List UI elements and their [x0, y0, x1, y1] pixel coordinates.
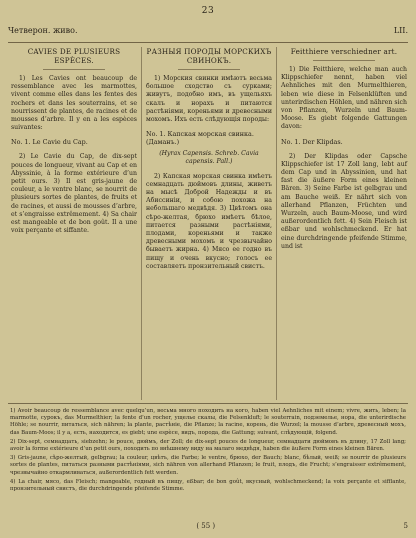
page-bottom-right: 5 — [403, 522, 408, 530]
french-item1-title: No. 1. Le Cavie du Cap. — [11, 138, 88, 147]
russian-item1-title: No. 1. Капская морская свинка. (Даманъ.) — [146, 130, 254, 147]
german-item1-title: No. 1. Der Klipdas. — [281, 137, 343, 146]
german-column-title: Feitthiere verschiedner art. — [290, 47, 398, 56]
german-intro: 1) Die Feitthiere, welche man auch Klippschiefer nennt, haben viel Aehnliches mit den Murmelthieren, leben wie diese in Felsenklüften und unterirdischen Höhlen, und nähren sich von Pflanzen, Wurzeln und Baum-Moose. Es giebt folgende Gattungen davon: — [281, 66, 407, 131]
page-footer — [8, 522, 408, 530]
german-title-divider — [313, 60, 375, 61]
column-separator-left — [141, 47, 142, 400]
german-column — [278, 47, 410, 400]
column-separator-right — [276, 47, 277, 400]
french-item1-text: 2) Le Cavie du Cap, de dix-sept pouces de longueur, vivant au Cap et en Abyssinie, à la forme extérieure d’un petit ours. 3) Il est gris-jaune de couleur, a le ventre blanc, se nourrit de plusieurs sortes de plantes, de fruits et de racines, et aussi de mousses d’arbre, et s’engraisse extrêmement. 4) Sa chair est mangeable et de bon goût. Il a une voix perçante et siffante. — [11, 153, 137, 235]
footnote-3: 3) Gris-jaune, сѣро-желтый, gelbgrau; la couleur, цвѣтъ, die Farbe; le ventre, брюхо, der Bauch; blanc, бѣлый, weiß; se nourrir de plusieurs sortes de plantes, питаться разными растѣніями, sich nähren von allerhand Pflanzen; le fruit, плодъ, die Frucht; s’engraisser extrêmement, чрезвычайно откармливаться, außerordentlich fett werden. — [10, 455, 406, 476]
french-intro: 1) Les Cavies ont beaucoup de ressemblance avec les marmottes, vivent comme elles dans les fentes des rochers et dans les souterrains, et se nourrissent de plantes, de racines et de mousses d’arbre. Il y en a les espèces suivantes: — [11, 75, 137, 132]
footnote-2: 2) Dix-sept, семнадцать, siebzehn; le pouce, дюймъ, der Zoll; de dix-sept pouces de longueur, семнадцати дюймовъ въ длину, 17 Zoll lang; avoir la forme extérieure d’un petit ours, походить по внѣшнему виду на малаго медвѣдя, haben die äußere Form eines kleinen Bären. — [10, 438, 406, 453]
header-left-title: Четверон. живо. — [8, 26, 78, 35]
russian-title-divider — [178, 69, 240, 70]
russian-column — [143, 47, 275, 400]
russian-intro: 1) Морския свинки имѣютъ весьма большое сходство съ сурками; живутъ, подобно имъ, въ ущельяхъ скалъ и норахъ и питаются растѣніями, кореньями и древесными мохомъ. Ихъ есть слѣдующія породы: — [146, 75, 272, 124]
page-top-number: 23 — [201, 6, 215, 16]
footnotes — [10, 408, 406, 520]
french-column — [8, 47, 140, 400]
page-bottom-center: ( 55 ) — [196, 522, 216, 530]
russian-column-title: РАЗНЫЯ ПОРОДЫ МОРСКИХЪ СВИНОКЪ. — [146, 47, 272, 65]
header-rule — [8, 42, 408, 43]
russian-item1-text: 2) Капская морская свинка имѣетъ семнадцать дюймовъ длины, живетъ на мысѣ Доброй Надежды и въ Абиссиніи, и собою похожа на небольшаго медвѣдя. 3) Цвѣтомъ она сѣро-желтая, брюхо имѣетъ бѣлое, питается разными растѣніями, плодами, кореньями и также древесными мохомъ и чрезвычайно бываетъ жирна. 4) Мясо ее годно въ пищу и очень вкусно; голосъ ее составляетъ пронзительный свистъ. — [146, 172, 272, 270]
three-column-body — [8, 47, 408, 400]
header-right-title: LII. — [393, 26, 408, 35]
footnote-1: 1) Avoir beaucoup de ressemblance avec quelqu’un, весьма много походить на кого, haben viel Aehnliches mit einem; vivre, жить, leben; la marmotte, сурокъ, das Murmelthier; la fente d’un rocher, ущелье скалы, die Felsenkluft; le souterrain, подземелье, нора, die unterirdische Höhle; se nourrir, питаться, sich nähren; la plante, растѣніе, die Pflanze; la racine, корень, die Wurzel; la mousse d’arbre, древесный мохъ, das Baum-Moos; il y a, есть, находится, es giebt; une espèce, видъ, порода, die Gattung; suivant, слѣдующій, folgend. — [10, 408, 406, 436]
russian-item1-note: (Hyrax Capensis. Schreb. Cavia capensis. Pall.) — [159, 150, 259, 166]
footnote-rule — [8, 403, 408, 404]
french-column-title: CAVIES DE PLUSIEURS ESPÈCES. — [27, 47, 121, 65]
running-header — [8, 26, 408, 35]
french-title-divider — [43, 69, 105, 70]
footnote-4: 4) La chair, мясо, das Fleisch; mangeable, годный въ пищу, eßbar; de bon goût, вкусный, wohlschmeckend; la voix perçante et sifflante, пронзительный свистъ, die durchdringende pfeifende Stimme. — [10, 478, 406, 493]
german-item1-text: 2) Der Klipdas oder Capsche Klippschiefer ist 17 Zoll lang, lebt auf dem Cap und in Abyssinien, und hat fast die äußere Form eines kleinen Bären. 3) Seine Farbe ist gelbgrau und am Bauche weiß. Er nährt sich von allerhand Pflanzen, Früchten und Wurzeln, auch Baum-Moose, und wird außerordentlich fett. 4) Sein Fleisch ist eßbar und wohlschmeckend. Er hat eine durchdringende pfeifende Stimme, und ist — [281, 152, 407, 250]
